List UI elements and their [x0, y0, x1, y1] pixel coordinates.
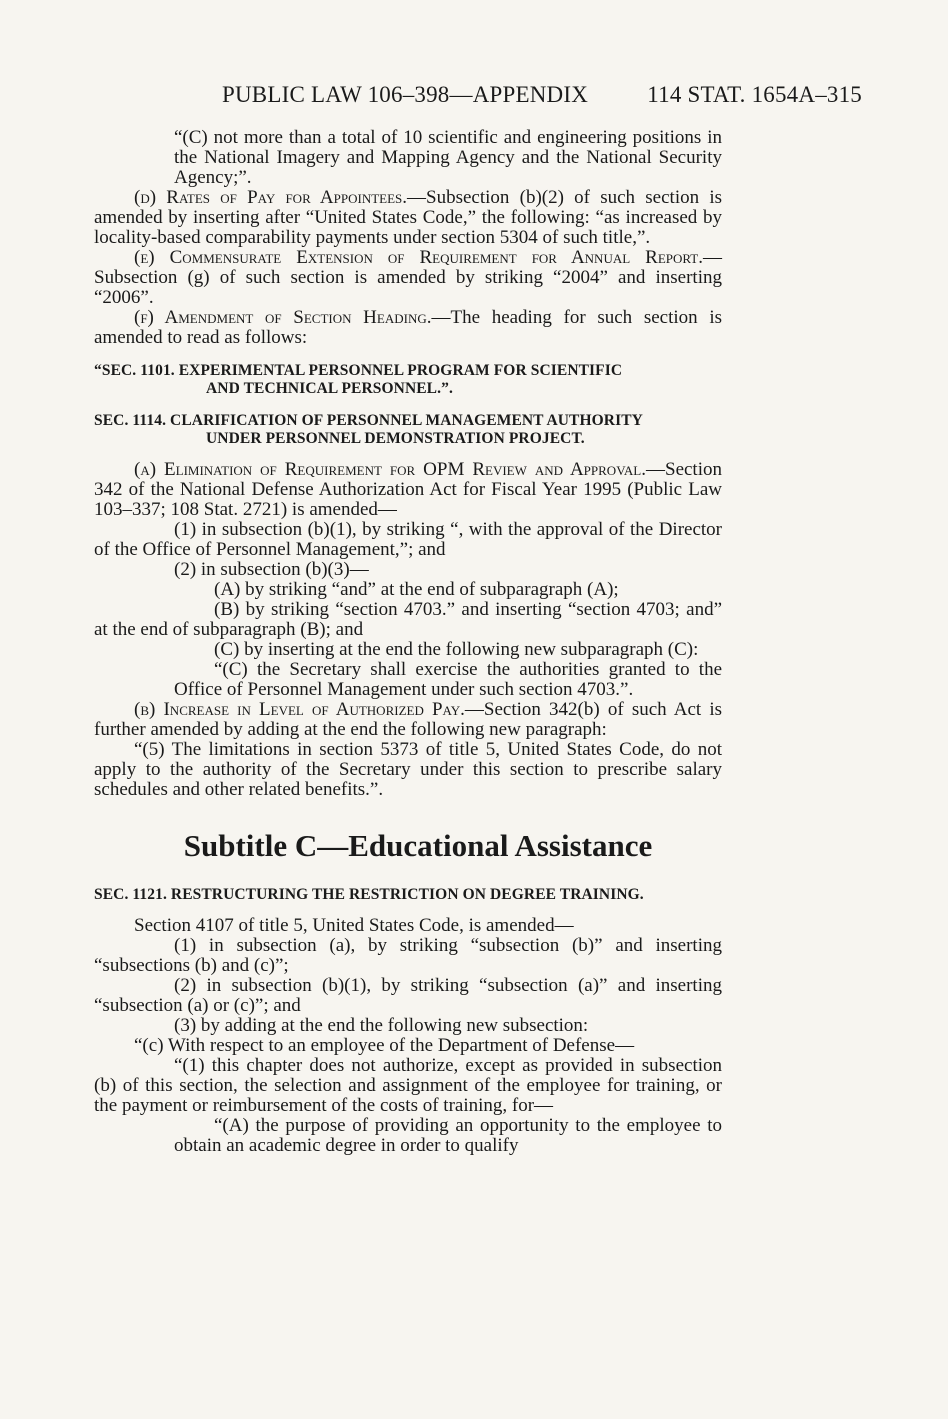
- document-body: [94, 128, 722, 1156]
- subparagraph-a2C: (C) by inserting at the end the following new subparagraph (C):: [214, 639, 699, 660]
- subparagraph-cA: “(A) the purpose of providing an opportunity to the employee to obtain an academic degree in order to qualify: [174, 1115, 722, 1156]
- subsection-e: [94, 248, 722, 308]
- page-reference: 114 STAT. 1654A–315: [647, 82, 862, 107]
- section-1114-heading: [94, 412, 722, 448]
- subsection-d-caption: (d) Rates of Pay for Appointees.: [134, 187, 408, 208]
- paragraph-c1: “(1) this chapter does not authorize, except as provided in subsection (b) of this section, the selection and assignment of the employee for training, or the payment or reimbursement of the costs of training, for—: [94, 1055, 722, 1116]
- section-1114-heading-line2: UNDER PERSONNEL DEMONSTRATION PROJECT.: [206, 430, 585, 447]
- subsection-f: [94, 308, 722, 348]
- section-1114-heading-line1: SEC. 1114. CLARIFICATION OF PERSONNEL MANAGEMENT AUTHORITY: [94, 412, 643, 429]
- paragraph-a1: [94, 520, 722, 560]
- subsection-a: [94, 460, 722, 520]
- subparagraph-a2A: (A) by striking “and” at the end of subparagraph (A);: [214, 579, 619, 600]
- section-1101-heading: [94, 362, 722, 398]
- subsection-a-caption: (a) Elimination of Requirement for OPM Review and Approval.: [134, 459, 646, 480]
- subsection-e-caption: (e) Commensurate Extension of Requirement for Annual Report.: [134, 247, 703, 268]
- subparagraph-a2C-quote: “(C) the Secretary shall exercise the authorities granted to the Office of Personnel Management under such section 4703.”.: [174, 659, 722, 700]
- subsection-d: [94, 188, 722, 248]
- subparagraph-a2B-text: (B) by striking “section 4703.” and inserting “section 4703; and” at the end of subparagraph (B); and: [94, 599, 722, 640]
- paragraph-c-positions: “(C) not more than a total of 10 scientific and engineering positions in the National Imagery and Mapping Agency and the National Security Agency;”.: [174, 127, 722, 188]
- section-1101-heading-line2: AND TECHNICAL PERSONNEL.”.: [206, 380, 453, 397]
- subsection-f-text: —The heading for such section is amended to read as follows:: [94, 307, 722, 348]
- paragraph-a1-text: (1) in subsection (b)(1), by striking “, with the approval of the Director of the Office of Personnel Management,”; and: [94, 519, 722, 560]
- subsection-e-text: —Subsection (g) of such section is amended by striking “2004” and inserting “2006”.: [94, 247, 722, 308]
- subsection-b-caption: (b) Increase in Level of Authorized Pay.: [134, 699, 465, 720]
- paragraph-s2: (2) in subsection (b)(1), by striking “subsection (a)” and inserting “subsection (a) or (c)”; and: [94, 975, 722, 1016]
- subsection-a-text: —Section 342 of the National Defense Authorization Act for Fiscal Year 1995 (Public Law 103–337; 108 Stat. 2721) is amended—: [94, 459, 722, 520]
- paragraph-b5-quote: “(5) The limitations in section 5373 of title 5, United States Code, do not apply to the authority of the Secretary under this section to prescribe salary schedules and other related benefits.”.: [94, 739, 722, 800]
- paragraph-s1: (1) in subsection (a), by striking “subsection (b)” and inserting “subsections (b) and (c)”;: [94, 935, 722, 976]
- subsection-d-text: —Subsection (b)(2) of such section is amended by inserting after “United States Code,” the following: “as increased by locality-based comparability payments under section 5304 of such title,”.: [94, 187, 722, 248]
- subtitle-heading: Subtitle C—Educational Assistance: [183, 828, 653, 863]
- subsection-c-quote: “(c) With respect to an employee of the Department of Defense—: [134, 1035, 635, 1056]
- paragraph-a2: (2) in subsection (b)(3)—: [174, 559, 369, 580]
- subsection-b-text: —Section 342(b) of such Act is further amended by adding at the end the following new paragraph:: [94, 699, 723, 740]
- running-head: PUBLIC LAW 106–398—APPENDIX: [222, 82, 589, 107]
- page-header: [222, 82, 862, 112]
- subsection-b: [94, 700, 722, 740]
- section-1121-intro: Section 4107 of title 5, United States Code, is amended—: [134, 915, 574, 936]
- paragraph-s3: (3) by adding at the end the following new subsection:: [174, 1015, 589, 1036]
- subparagraph-a2B: [94, 600, 722, 640]
- section-1101-heading-line1: “SEC. 1101. EXPERIMENTAL PERSONNEL PROGRAM FOR SCIENTIFIC: [94, 362, 623, 379]
- section-1121-heading: SEC. 1121. RESTRUCTURING THE RESTRICTION ON DEGREE TRAINING.: [94, 886, 644, 903]
- subsection-f-caption: (f) Amendment of Section Heading.: [134, 307, 432, 328]
